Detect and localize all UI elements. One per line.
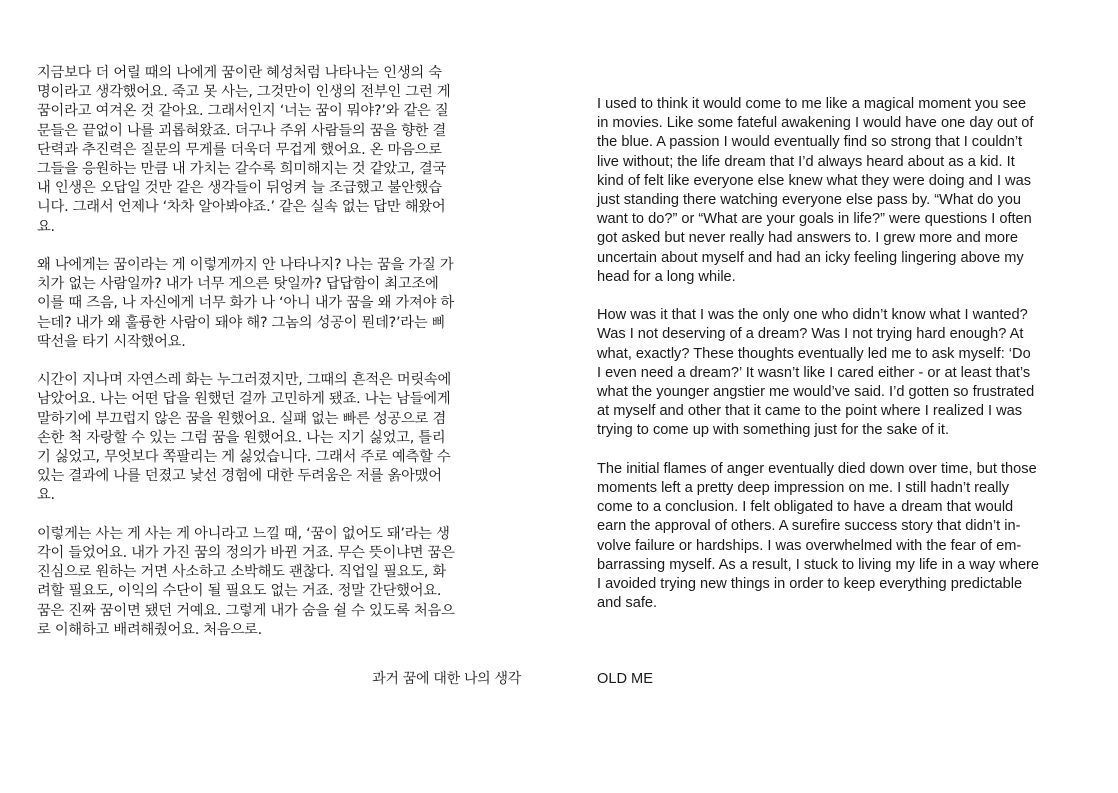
text-line: uncertain about myself and had an icky feeling lingering above my [597, 249, 1024, 266]
text-line: 로 이해하고 배려해줬어요. 처음으로. [37, 621, 262, 638]
text-line: 요. [37, 487, 55, 504]
text-line: kind of felt like everyone else knew what they were doing and I was [597, 172, 1032, 189]
text-line: Was I not deserving of a dream? Was I not trying hard enough? At [597, 326, 1024, 343]
english-paragraph-3 [597, 460, 1087, 614]
text-line: at myself and other that it came to the point where I realized I was [597, 403, 1023, 420]
text-line: How was it that I was the only one who didn’t know what I wanted? [597, 307, 1028, 324]
text-line: live without; the life dream that I’d always heard about as a kid. It [597, 153, 1015, 170]
text-line: 내 인생은 오답일 것만 같은 생각들이 뒤엉켜 늘 조급했고 불안했습 [37, 180, 442, 197]
text-line: just standing there watching everyone else pass by. “What do you [597, 192, 1021, 209]
english-paragraph-2 [597, 306, 1087, 440]
text-line: 단력과 추진력은 질문의 무게를 더욱더 무겁게 했어요. 온 마음으로 [37, 141, 442, 158]
text-line: 는데? 내가 왜 훌륭한 사람이 돼야 해? 그놈의 성공이 뭔데?’라는 삐 [37, 314, 446, 331]
text-line: earn the approval of others. A surefire success story that didn’t in- [597, 518, 1021, 535]
text-line: in movies. Like some fateful awakening I would have one day out of [597, 115, 1034, 132]
text-line: 시간이 지나며 자연스레 화는 누그러졌지만, 그때의 흔적은 머릿속에 [37, 372, 452, 389]
text-line: 요. [37, 218, 55, 235]
text-line: want to do?” or “What are your goals in life?” were questions I often [597, 211, 1032, 228]
text-line: 명이라고 생각했어요. 죽고 못 사는, 그것만이 인생의 전부인 그런 게 [37, 84, 451, 101]
text-line: the blue. A passion I would eventually find so strong that I couldn’t [597, 134, 1023, 151]
text-line: 꿈이라고 여겨온 것 같아요. 그래서인지 ‘너는 꿈이 뭐야?’와 같은 질 [37, 103, 449, 120]
text-line: 말하기에 부끄럽지 않은 꿈을 원했어요. 실패 없는 빠른 성공으로 겸 [37, 410, 447, 427]
korean-paragraph-4 [37, 525, 523, 640]
korean-text-column [37, 64, 523, 659]
korean-paragraph-3 [37, 371, 523, 505]
text-line: 이를 때 즈음, 나 자신에게 너무 화가 나 ‘아니 내가 꿈을 왜 가져야 하 [37, 295, 454, 312]
text-line: 려할 필요도, 이익의 수단이 될 필요도 없는 거죠. 정말 간단했어요. [37, 583, 442, 600]
text-line: 있는 결과에 나를 던졌고 낯선 경험에 대한 두려움은 저를 옭아맸어 [37, 468, 442, 485]
text-line: got asked but never really had answers to. I grew more and more [597, 230, 1019, 247]
text-line: and safe. [597, 595, 658, 612]
text-line: barrassing myself. As a result, I stuck to living my life in a way where [597, 556, 1040, 573]
text-line: come to a conclusion. I felt obligated to have a dream that would [597, 499, 1014, 516]
english-caption: OLD ME [597, 671, 653, 687]
text-line: 꿈은 진짜 꿈이면 됐던 거예요. 그렇게 내가 숨을 쉴 수 있도록 처음으 [37, 602, 455, 619]
text-line: trying to come up with something just for the sake of it. [597, 422, 950, 439]
text-line: I even need a dream?’ It wasn’t like I cared either - or at least that’s [597, 364, 1031, 381]
english-paragraph-1 [597, 95, 1087, 287]
text-line: moments left a pretty deep impression on me. I still hadn’t really [597, 480, 1010, 497]
text-line: 남았어요. 나는 어떤 답을 원했던 걸까 고민하게 됐죠. 나는 남들에게 [37, 391, 451, 408]
text-line: volve failure or hardships. I was overwhelmed with the fear of em- [597, 537, 1022, 554]
text-line: 각이 들었어요. 내가 가진 꿈의 정의가 바뀐 거죠. 무슨 뜻이냐면 꿈은 [37, 545, 455, 562]
text-line: what, exactly? These thoughts eventually led me to ask myself: ‘Do [597, 345, 1031, 362]
text-line: 진심으로 원하는 거면 사소하고 소박해도 괜찮다. 직업일 필요도, 화 [37, 564, 447, 581]
text-line: 치가 없는 사람일까? 내가 너무 게으른 탓일까? 답답함이 최고조에 [37, 276, 439, 293]
text-line: I used to think it would come to me like a magical moment you see [597, 96, 1027, 112]
text-line: I avoided trying new things in order to keep everything predictable [597, 576, 1023, 593]
text-line: 딱선을 타기 시작했어요. [37, 333, 186, 350]
english-text-column [597, 95, 1087, 633]
text-line: head for a long while. [597, 268, 736, 285]
korean-paragraph-2 [37, 256, 523, 352]
text-line: The initial flames of anger eventually died down over time, but those [597, 460, 1037, 477]
korean-caption: 과거 꿈에 대한 나의 생각 [372, 671, 521, 687]
text-line: 기 싫었고, 무엇보다 쪽팔리는 게 싫었습니다. 그래서 주로 예측할 수 [37, 449, 451, 466]
text-line: what the younger angstier me would’ve said. I’d gotten so frustrated [597, 384, 1035, 401]
text-line: 손한 척 자랑할 수 있는 그럼 꿈을 원했어요. 나는 지기 싫었고, 틀리 [37, 429, 446, 446]
text-line: 그들을 응원하는 만큼 내 가치는 갈수록 희미해지는 것 같았고, 결국 [37, 161, 447, 178]
text-line: 왜 나에게는 꿈이라는 게 이렇게까지 안 나타나지? 나는 꿈을 가질 가 [37, 257, 454, 274]
korean-paragraph-1 [37, 64, 523, 237]
text-line: 니다. 그래서 언제나 ‘차차 알아봐야죠.’ 같은 실속 없는 답만 해왔어 [37, 199, 446, 216]
text-line: 문들은 끝없이 나를 괴롭혀왔죠. 더구나 주위 사람들의 꿈을 향한 결 [37, 122, 447, 139]
text-line: 지금보다 더 어릴 때의 나에게 꿈이란 혜성처럼 나타나는 인생의 숙 [37, 65, 442, 81]
text-line: 이렇게는 사는 게 사는 게 아니라고 느낄 때, ‘꿈이 없어도 돼’라는 생 [37, 525, 450, 542]
